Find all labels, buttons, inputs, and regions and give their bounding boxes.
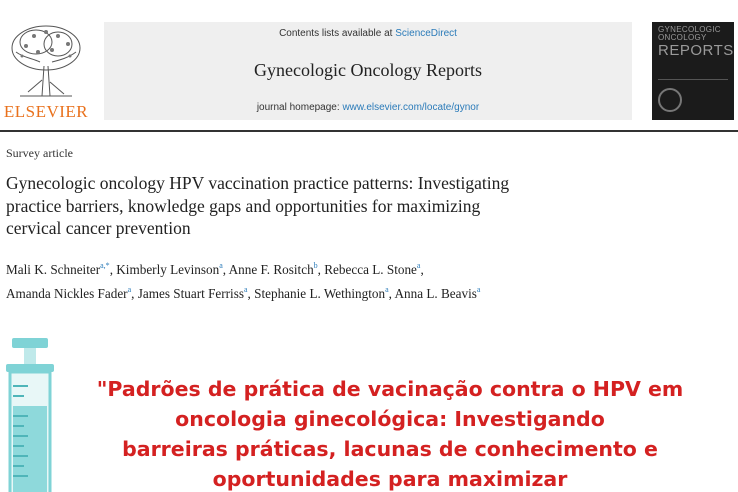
author-separator: , — [247, 286, 255, 301]
author-affiliation[interactable]: a,* — [100, 261, 110, 270]
elsevier-logo[interactable] — [0, 22, 92, 122]
journal-cover-thumbnail[interactable] — [652, 22, 734, 120]
cover-line-2: ONCOLOGY — [658, 33, 707, 42]
cover-line-1: GYNECOLOGIC — [658, 25, 721, 34]
contents-prefix: Contents lists available at — [279, 28, 396, 39]
article-title[interactable] — [6, 172, 706, 240]
author-list — [6, 256, 726, 304]
author-separator: , — [317, 262, 325, 277]
author-separator: , — [420, 262, 424, 277]
contents-line — [104, 28, 632, 39]
author-line-2 — [6, 280, 726, 304]
portuguese-title-line-2: oncologia ginecológica: Investigando — [175, 407, 605, 431]
author-separator: , — [131, 286, 138, 301]
article-title-line-1: Gynecologic oncology HPV vaccination practice patterns: Investigating — [6, 173, 510, 193]
author-name[interactable]: Mali K. Schneiter — [6, 262, 101, 277]
cover-title — [658, 25, 734, 59]
author-affiliation[interactable]: a — [243, 285, 248, 294]
journal-banner — [104, 22, 632, 120]
author-separator: , — [222, 262, 229, 277]
author-affiliation[interactable]: a — [416, 261, 421, 270]
author-affiliation[interactable]: a — [476, 285, 481, 294]
author-affiliation[interactable]: a — [127, 285, 132, 294]
author-line-1 — [6, 256, 726, 280]
cover-divider — [658, 79, 728, 80]
homepage-line — [104, 102, 632, 113]
author-affiliation[interactable]: a — [219, 261, 223, 270]
journal-homepage-link[interactable]: www.elsevier.com/locate/gynor — [342, 102, 480, 113]
author-name[interactable]: James Stuart Ferriss — [137, 286, 244, 301]
author-name[interactable]: Anne F. Rositch — [228, 262, 314, 277]
header-rule — [0, 130, 738, 132]
homepage-prefix: journal homepage: — [256, 102, 343, 113]
cover-line-3: REPORTS — [658, 42, 734, 59]
author-name[interactable]: Stephanie L. Wethington — [254, 286, 386, 301]
article-type: Survey article — [6, 146, 73, 160]
author-affiliation[interactable]: b — [313, 261, 318, 270]
portuguese-title-line-3: barreiras práticas, lacunas de conhecimento e — [122, 437, 658, 461]
article-title-line-2: practice barriers, knowledge gaps and opportunities for maximizing — [6, 195, 481, 216]
sciencedirect-link[interactable]: ScienceDirect — [395, 28, 457, 39]
author-separator: , — [388, 286, 395, 301]
journal-title[interactable]: Gynecologic Oncology Reports — [254, 60, 482, 80]
author-affiliation[interactable]: a — [385, 285, 389, 294]
portuguese-title — [74, 374, 706, 492]
author-name[interactable]: Rebecca L. Stone — [324, 262, 417, 277]
author-name[interactable]: Anna L. Beavis — [394, 286, 477, 301]
cover-circle-icon — [658, 88, 682, 112]
portuguese-title-line-1: "Padrões de prática de vacinação contra o HPV em — [96, 377, 684, 401]
article-title-line-3: cervical cancer prevention — [6, 218, 191, 238]
elsevier-wordmark: ELSEVIER — [3, 102, 89, 121]
author-name[interactable]: Amanda Nickles Fader — [6, 286, 128, 301]
elsevier-tree-icon — [6, 22, 86, 100]
author-separator: , — [109, 262, 117, 277]
journal-header — [0, 0, 738, 128]
author-name[interactable]: Kimberly Levinson — [116, 262, 220, 277]
portuguese-title-line-4: oportunidades para maximizar — [212, 467, 568, 491]
syringe-icon — [0, 336, 60, 492]
